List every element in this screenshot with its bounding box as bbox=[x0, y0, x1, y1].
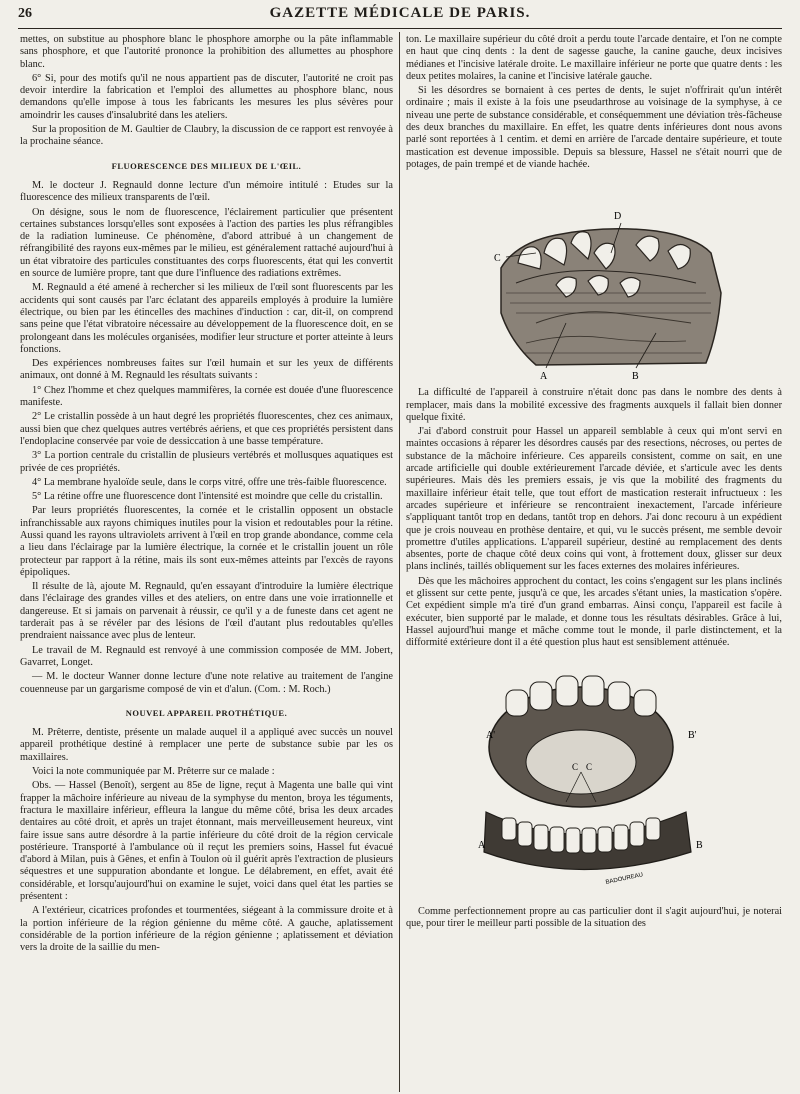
paragraph: Obs. — Hassel (Benoît), sergent au 85e de ligne, reçut à Magenta une balle qui vint frapper la mâchoire inférieure au niveau de la symphyse du menton, broya les téguments, fractura le maxillaire inférieur, effleura la langue du même côté, brisa les deux arcades dentaires au côté droit, et après un trajet étonnant, mais merveilleusement heureux, vint faire issue sans autre désordre à la partie inférieure du côté droit de la région cervicale postérieure. Transporté à l'ambulance où il reçut les premiers soins, Hassel fut évacué d'abord à Milan, puis à Gênes, et enfin à Toulon où il guérit après l'extraction de plusieurs séquestres et une suppuration abondante et longue. Le délabrement, en effet, avait été considérable, et lorsqu'aujourd'hui on examine le sujet, voici dans quel état les parties se présentent : bbox=[20, 780, 393, 902]
prosthesis-drawing bbox=[406, 652, 782, 902]
prosthetic-illustration-2 bbox=[406, 652, 782, 902]
paragraph: Des expériences nombreuses faites sur l'œil humain et sur les yeux de différents animaux, ont donné à M. Regnauld les résultats suivants : bbox=[20, 358, 393, 382]
paragraph: Sur la proposition de M. Gaultier de Claubry, la discussion de ce rapport est renvoyée à la prochaine séance. bbox=[20, 124, 393, 148]
section-heading: NOUVEL APPAREIL PROTHÉTIQUE. bbox=[125, 707, 288, 718]
paragraph: ton. Le maxillaire supérieur du côté droit a perdu toute l'arcade dentaire, et l'on ne compte en haut que cinq dents : la dent de sagesse gauche, la canine gauche, deux incisives médianes et l'incisive latérale droite. Le maxillaire inférieur ne porte que quatre dents : les deux petites molaires, la canine et l'incisive latérale gauche. bbox=[406, 34, 782, 82]
paragraph: Comme perfectionnement propre au cas particulier dont il s'agit aujourd'hui, je noterai que, pour tirer le meilleur parti possible de la situation des bbox=[406, 905, 782, 929]
paragraph: Le travail de M. Regnauld est renvoyé à une commission composée de MM. Jobert, Gavarret, Longet. bbox=[20, 644, 393, 668]
paragraph: J'ai d'abord construit pour Hassel un appareil semblable à ceux qui m'ont servi en maintes occasions à réparer les désordres causés par des resections, nécroses, ou pertes de substance de la mâchoire inférieure. Ces appareils consistent, comme on sait, en une arcade artificielle qui double extérieurement l'arcade déviée, et s'articule avec les dents supérieures. Mais dès les premiers essais, je vis que la mobilité des fragments du maxillaire inférieur était telle, que tout effort de mastication resterait infructueux : les arcades supérieure et inférieure se rencontraient inexactement, l'arcade inférieure s'appliquant tantôt trop en dedans, tantôt trop en dehors. J'ai donc recouru à un expédient que je crois nouveau en prothèse dentaire, et qui, vu le succès présent, me semble devoir promettre d'utiles applications. L'appareil supérieur, destiné au remplacement des dents absentes, porte de chaque côté deux coins qui vont, à frottement doux, glisser sur deux plans inclinés, taillés obliquement sur les faces externes des molaires inférieures. bbox=[406, 426, 782, 573]
right-column bbox=[406, 34, 782, 932]
figure-label: C bbox=[586, 761, 593, 772]
jaw-illustration-1 bbox=[406, 173, 782, 383]
journal-title: GAZETTE MÉDICALE DE PARIS. bbox=[269, 5, 531, 21]
figure-label: B' bbox=[688, 729, 697, 741]
paragraph: Dès que les mâchoires approchent du contact, les coins s'engagent sur les plans inclinés et glissent sur cette pente, jusqu'à ce que, les arcades s'étant unies, la mastication s'opère. Cet expédient simple m'a tiré d'un grand embarras. Ainsi conçu, l'appareil est facile à exécuter, bien supporté par le malade, et donne tous les résultats désirables. Grâce à lui, Hassel aujourd'hui mange et mâche comme tout le monde, il parle distinctement, et la difformité extérieure dont il a été question plus haut est sensiblement atténuée. bbox=[406, 575, 782, 649]
column-separator bbox=[399, 32, 400, 1092]
paragraph: A l'extérieur, cicatrices profondes et tourmentées, siégeant à la commissure droite et à la portion inférieure de la région génienne du même côté. A gauche, aplatissement considérable de la portion inférieure de la région génienne ; aplatissement et déviation vers la droite de la saillie du men- bbox=[20, 905, 393, 954]
left-column bbox=[20, 34, 393, 956]
paragraph: mettes, on substitue au phosphore blanc le phosphore amorphe ou la pâte inflammable sans phosphore, et que l'autorité prononce la prohibition des allumettes au phosphore blanc. bbox=[20, 34, 393, 70]
paragraph: M. Prêterre, dentiste, présente un malade auquel il a appliqué avec succès un nouvel appareil prothétique destiné à remplacer une perte de substance subie par les os maxillaires. bbox=[20, 727, 393, 763]
figure-label: A' bbox=[486, 729, 496, 741]
figure-label: A bbox=[540, 371, 548, 383]
figure-label: C bbox=[572, 761, 579, 772]
paragraph: M. Regnauld a été amené à rechercher si les milieux de l'œil sont fluorescents par les accidents qui sont causés par l'arc éclatant des appareils employés à produire la lumière électrique, ou bien par les étincelles des machines d'induction : car, dit-il, on comprend sans peine que l'état vibratoire nécessaire au développement de la fluorescence doit, en se prolongeant dans les molécules organisées, modifier leur structure et porter atteinte à leurs fonctions. bbox=[20, 282, 393, 355]
jaw-drawing bbox=[406, 173, 782, 383]
paragraph: Voici la note communiquée par M. Prêterre sur ce malade : bbox=[32, 766, 275, 778]
paragraph: 4° La membrane hyaloïde seule, dans le corps vitré, offre une très-faible fluorescence. bbox=[32, 476, 387, 488]
paragraph: 3° La portion centrale du cristallin de plusieurs vertébrés et mollusques aquatiques est privée de ces propriétés. bbox=[20, 450, 393, 474]
paragraph: La difficulté de l'appareil à construire n'était donc pas dans le nombre des dents à remplacer, mais dans la mobilité excessive des fragments auxquels il fallait bien donner quelque fixité. bbox=[406, 387, 782, 423]
paragraph: Si les désordres se bornaient à ces pertes de dents, le sujet n'offrirait qu'un intérêt ordinaire ; mais il existe à la fois une pseudarthrose au voisinage de la symphyse, à ce niveau une perte de substance considérable, et conséquemment une déviation très-fâcheuse des deux branches du maxillaire. En effet, les quatre dents inférieures dont nous avons parlé sont reportées à 1 centim. et demi en arrière de l'arcade dentaire supérieure, et toute mastication est devenue impossible. Depuis sa blessure, Hassel ne s'était nourri que de potages, de pain trempé et de viande hachée. bbox=[406, 85, 782, 170]
page-number: 26 bbox=[18, 6, 32, 21]
paragraph: 2° Le cristallin possède à un haut degré les propriétés fluorescentes, chez ces animaux, aussi bien que chez quelques autres vertébrés aériens, et que ces propriétés persistent dans l'endoplacine conservée par voie de dessiccation à une basse température. bbox=[20, 411, 393, 447]
paragraph: Par leurs propriétés fluorescentes, la cornée et le cristallin opposent un obstacle infranchissable aux rayons chimiques inutiles pour la vision et redoutables pour la rétine. Aussi quand les rayons ultraviolets arrivent à l'œil en trop grande abondance, comme cela a lieu dans l'éclairage par la lumière électrique, la cornée et le cristallin jouent un rôle protecteur par rapport à la rétine, mais ils sont eux-mêmes atteints par l'excès de rayons épipoliques. bbox=[20, 505, 393, 578]
paragraph: — M. le docteur Wanner donne lecture d'une note relative au traitement de l'angine couenneuse par un gargarisme composé de vin et d'alun. (Com. : M. Roch.) bbox=[20, 671, 393, 695]
engraver-signature: BADOUREAU bbox=[605, 871, 644, 886]
header-rule bbox=[18, 28, 782, 29]
paragraph: M. le docteur J. Regnauld donne lecture d'un mémoire intitulé : Etudes sur la fluorescence des milieux transparents de l'œil. bbox=[20, 179, 393, 204]
paragraph: Il résulte de là, ajoute M. Regnauld, qu'en essayant d'introduire la lumière électrique dans l'éclairage des grandes villes et des ateliers, on entre dans une voie irrationnelle et dangereuse. Et si jamais on parvenait à réussir, ce qu'il y a de funeste dans cet agent ne tarderait pas à se révéler par des lésions de l'œil d'autant plus redoutables qu'elles prendraient naissance avec plus de lenteur. bbox=[20, 581, 393, 642]
figure-label: B bbox=[632, 371, 639, 383]
paragraph: 1° Chez l'homme et chez quelques mammifères, la cornée est douée d'une fluorescence manifeste. bbox=[20, 384, 393, 409]
figure-label: D bbox=[614, 211, 622, 223]
section-heading: FLUORESCENCE DES MILIEUX DE L'ŒIL. bbox=[111, 160, 302, 171]
figure-label: A bbox=[478, 839, 486, 851]
paragraph: 6° Si, pour des motifs qu'il ne nous appartient pas de discuter, l'autorité ne croit pas devoir interdire la fabrication et l'emploi des allumettes au phosphore blanc, nous demandons qu'elle impose à tous les fabricants les mesures les plus sévères pour amoindrir les causes d'insalubrité dans les ateliers. bbox=[20, 72, 393, 121]
figure-label: B bbox=[696, 839, 703, 851]
paragraph: On désigne, sous le nom de fluorescence, l'éclairement particulier que présentent certaines substances lorsqu'elles sont exposées à l'action des parties les plus réfrangibles de la radiation lumineuse. Ce phénomène, d'abord attribué à un changement de réfrangibilité des rayons eux-mêmes par le milieu, est généralement rattaché aujourd'hui à un état vibratoire des particules constituantes des corps fluorescents, état qui les convertit en source de lumière propre, tant que dure l'influence des radiations extrêmes. bbox=[20, 206, 393, 280]
figure-label: C bbox=[494, 253, 501, 265]
paragraph: 5° La rétine offre une fluorescence dont l'intensité est moindre que celle du cristallin. bbox=[32, 491, 383, 503]
page-header bbox=[18, 4, 782, 26]
